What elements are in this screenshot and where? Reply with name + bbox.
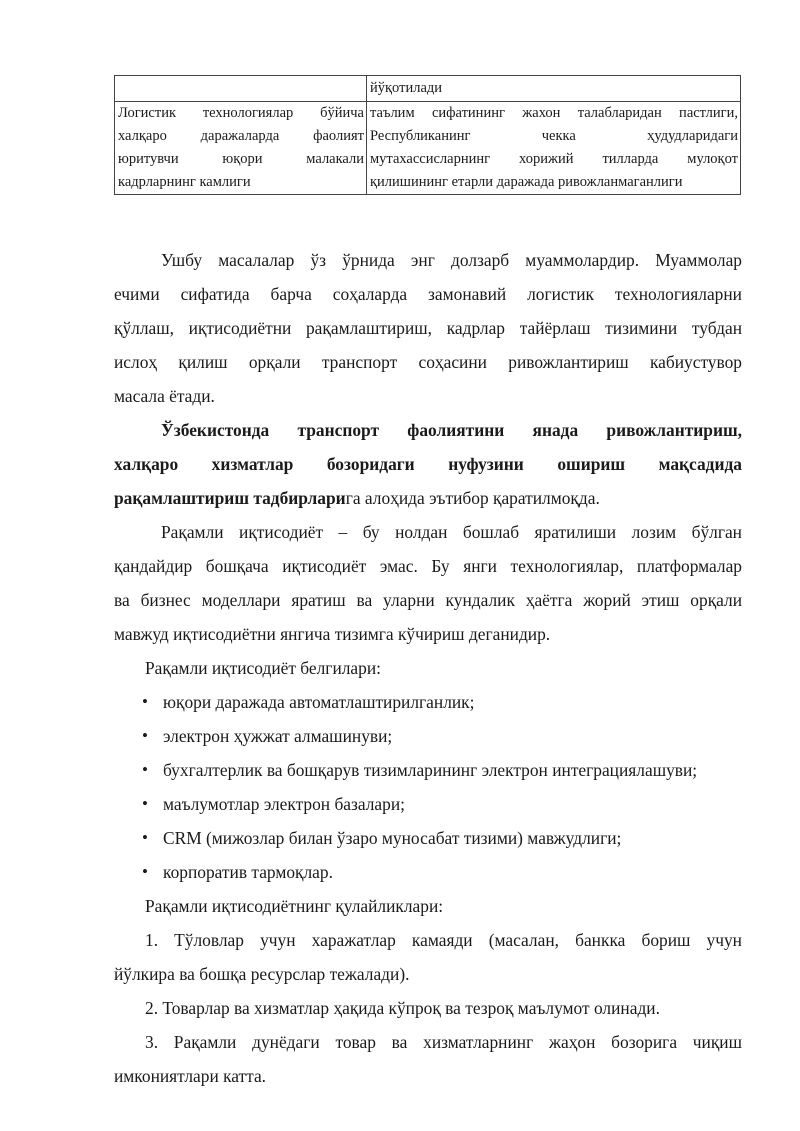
table-cell xyxy=(115,102,367,195)
table-cell-line: кадрларнинг камлиги xyxy=(118,174,251,190)
advantage-1 xyxy=(114,923,742,991)
bullet-icon: • xyxy=(142,726,148,745)
table-cell-line: йўқотилади xyxy=(370,80,443,96)
paragraph-intro xyxy=(114,243,742,413)
text-line: Рақамли иқтисодиёт – бу нолдан бошлаб яратилиши лозим бўлган xyxy=(161,522,742,542)
table-cell-line: таълим сифатининг жахон талабларидан пастлиги, xyxy=(370,105,738,121)
table-cell-line: Республиканинг чекка ҳудудларидаги xyxy=(370,128,738,144)
bullet-icon: • xyxy=(142,760,148,779)
list-item: • юқори даражада автоматлаштирилганлик; xyxy=(114,685,742,719)
table-cell xyxy=(367,76,741,102)
table-cell xyxy=(115,76,367,102)
advantage-2: 2. Товарлар ва хизматлар ҳақида кўпроқ ва тезроқ маълумот олинади. xyxy=(145,998,660,1018)
text-fragment: га алоҳида эътибор қаратилмоқда. xyxy=(345,488,600,508)
list-item: • корпоратив тармоқлар. xyxy=(114,855,742,889)
list-item: • электрон ҳужжат алмашинуви; xyxy=(114,719,742,753)
bold-text: халқаро хизматлар бозоридаги нуфузини ошириш мақсадида xyxy=(114,454,742,474)
text-line: қўллаш, иқтисодиётни рақамлаштириш, кадрлар тайёрлаш тизимини тубдан xyxy=(114,318,742,338)
signs-heading: Рақамли иқтисодиёт белгилари: xyxy=(145,658,381,678)
table-row xyxy=(115,76,741,102)
table-cell-line: мутахассисларнинг хорижий тилларда мулоқот xyxy=(370,151,738,167)
table-row xyxy=(115,102,741,195)
list-item: • CRM (мижозлар билан ўзаро муносабат тизими) мавжудлиги; xyxy=(114,821,742,855)
text-line: масала ётади. xyxy=(114,386,215,406)
advantages-heading: Рақамли иқтисодиётнинг қулайликлари: xyxy=(145,896,444,916)
table-cell-line: халқаро даражаларда фаолият xyxy=(118,128,364,144)
paragraph-bold-statement xyxy=(114,413,742,515)
text-line: имкониятлари катта. xyxy=(114,1066,267,1086)
text-line: мавжуд иқтисодиётни янгича тизимга кўчириш деганидир. xyxy=(114,624,551,644)
bold-text: Ўзбекистонда транспорт фаолиятини янада ривожлантириш, xyxy=(161,420,742,440)
signs-list xyxy=(114,685,742,889)
text-line: ечими сифатида барча соҳаларда замонавий логистик технологияларни xyxy=(114,284,742,304)
table-cell-line: қилишининг етарли даражада ривожланмаганлиги xyxy=(370,174,683,190)
issues-table xyxy=(114,75,741,195)
text-line: ва бизнес моделлари яратиш ва уларни кундалик ҳаётга жорий этиш орқали xyxy=(114,590,742,610)
bullet-icon: • xyxy=(142,862,148,881)
advantage-3 xyxy=(114,1025,742,1093)
bold-text: рақамлаштириш тадбирлари xyxy=(114,488,346,508)
table-cell-line: юритувчи юқори малакали xyxy=(118,151,364,167)
table-cell-line: Логистик технологиялар бўйича xyxy=(118,105,364,121)
text-line: 3. Рақамли дунёдаги товар ва хизматларнинг жаҳон бозорига чиқиш xyxy=(145,1032,742,1052)
text-line: ислоҳ қилиш орқали транспорт соҳасини ривожлантириш кабиустувор xyxy=(114,352,742,372)
text-line: Ушбу масалалар ўз ўрнида энг долзарб муаммолардир. Муаммолар xyxy=(161,250,742,270)
bullet-icon: • xyxy=(142,828,148,847)
table-cell xyxy=(367,102,741,195)
paragraph-definition xyxy=(114,515,742,651)
list-item: • маълумотлар электрон базалари; xyxy=(114,787,742,821)
text-line: 1. Тўловлар учун харажатлар камаяди (масалан, банкка бориш учун xyxy=(145,930,742,950)
list-item: • бухгалтерлик ва бошқарув тизимларининг электрон интеграциялашуви; xyxy=(114,753,742,787)
text-line: йўлкира ва бошқа ресурслар тежалади). xyxy=(114,964,410,984)
bullet-icon: • xyxy=(142,794,148,813)
text-line: қандайдир бошқача иқтисодиёт эмас. Бу янги технологиялар, платформалар xyxy=(114,556,742,576)
body-text xyxy=(114,243,742,1093)
bullet-icon: • xyxy=(142,692,148,711)
